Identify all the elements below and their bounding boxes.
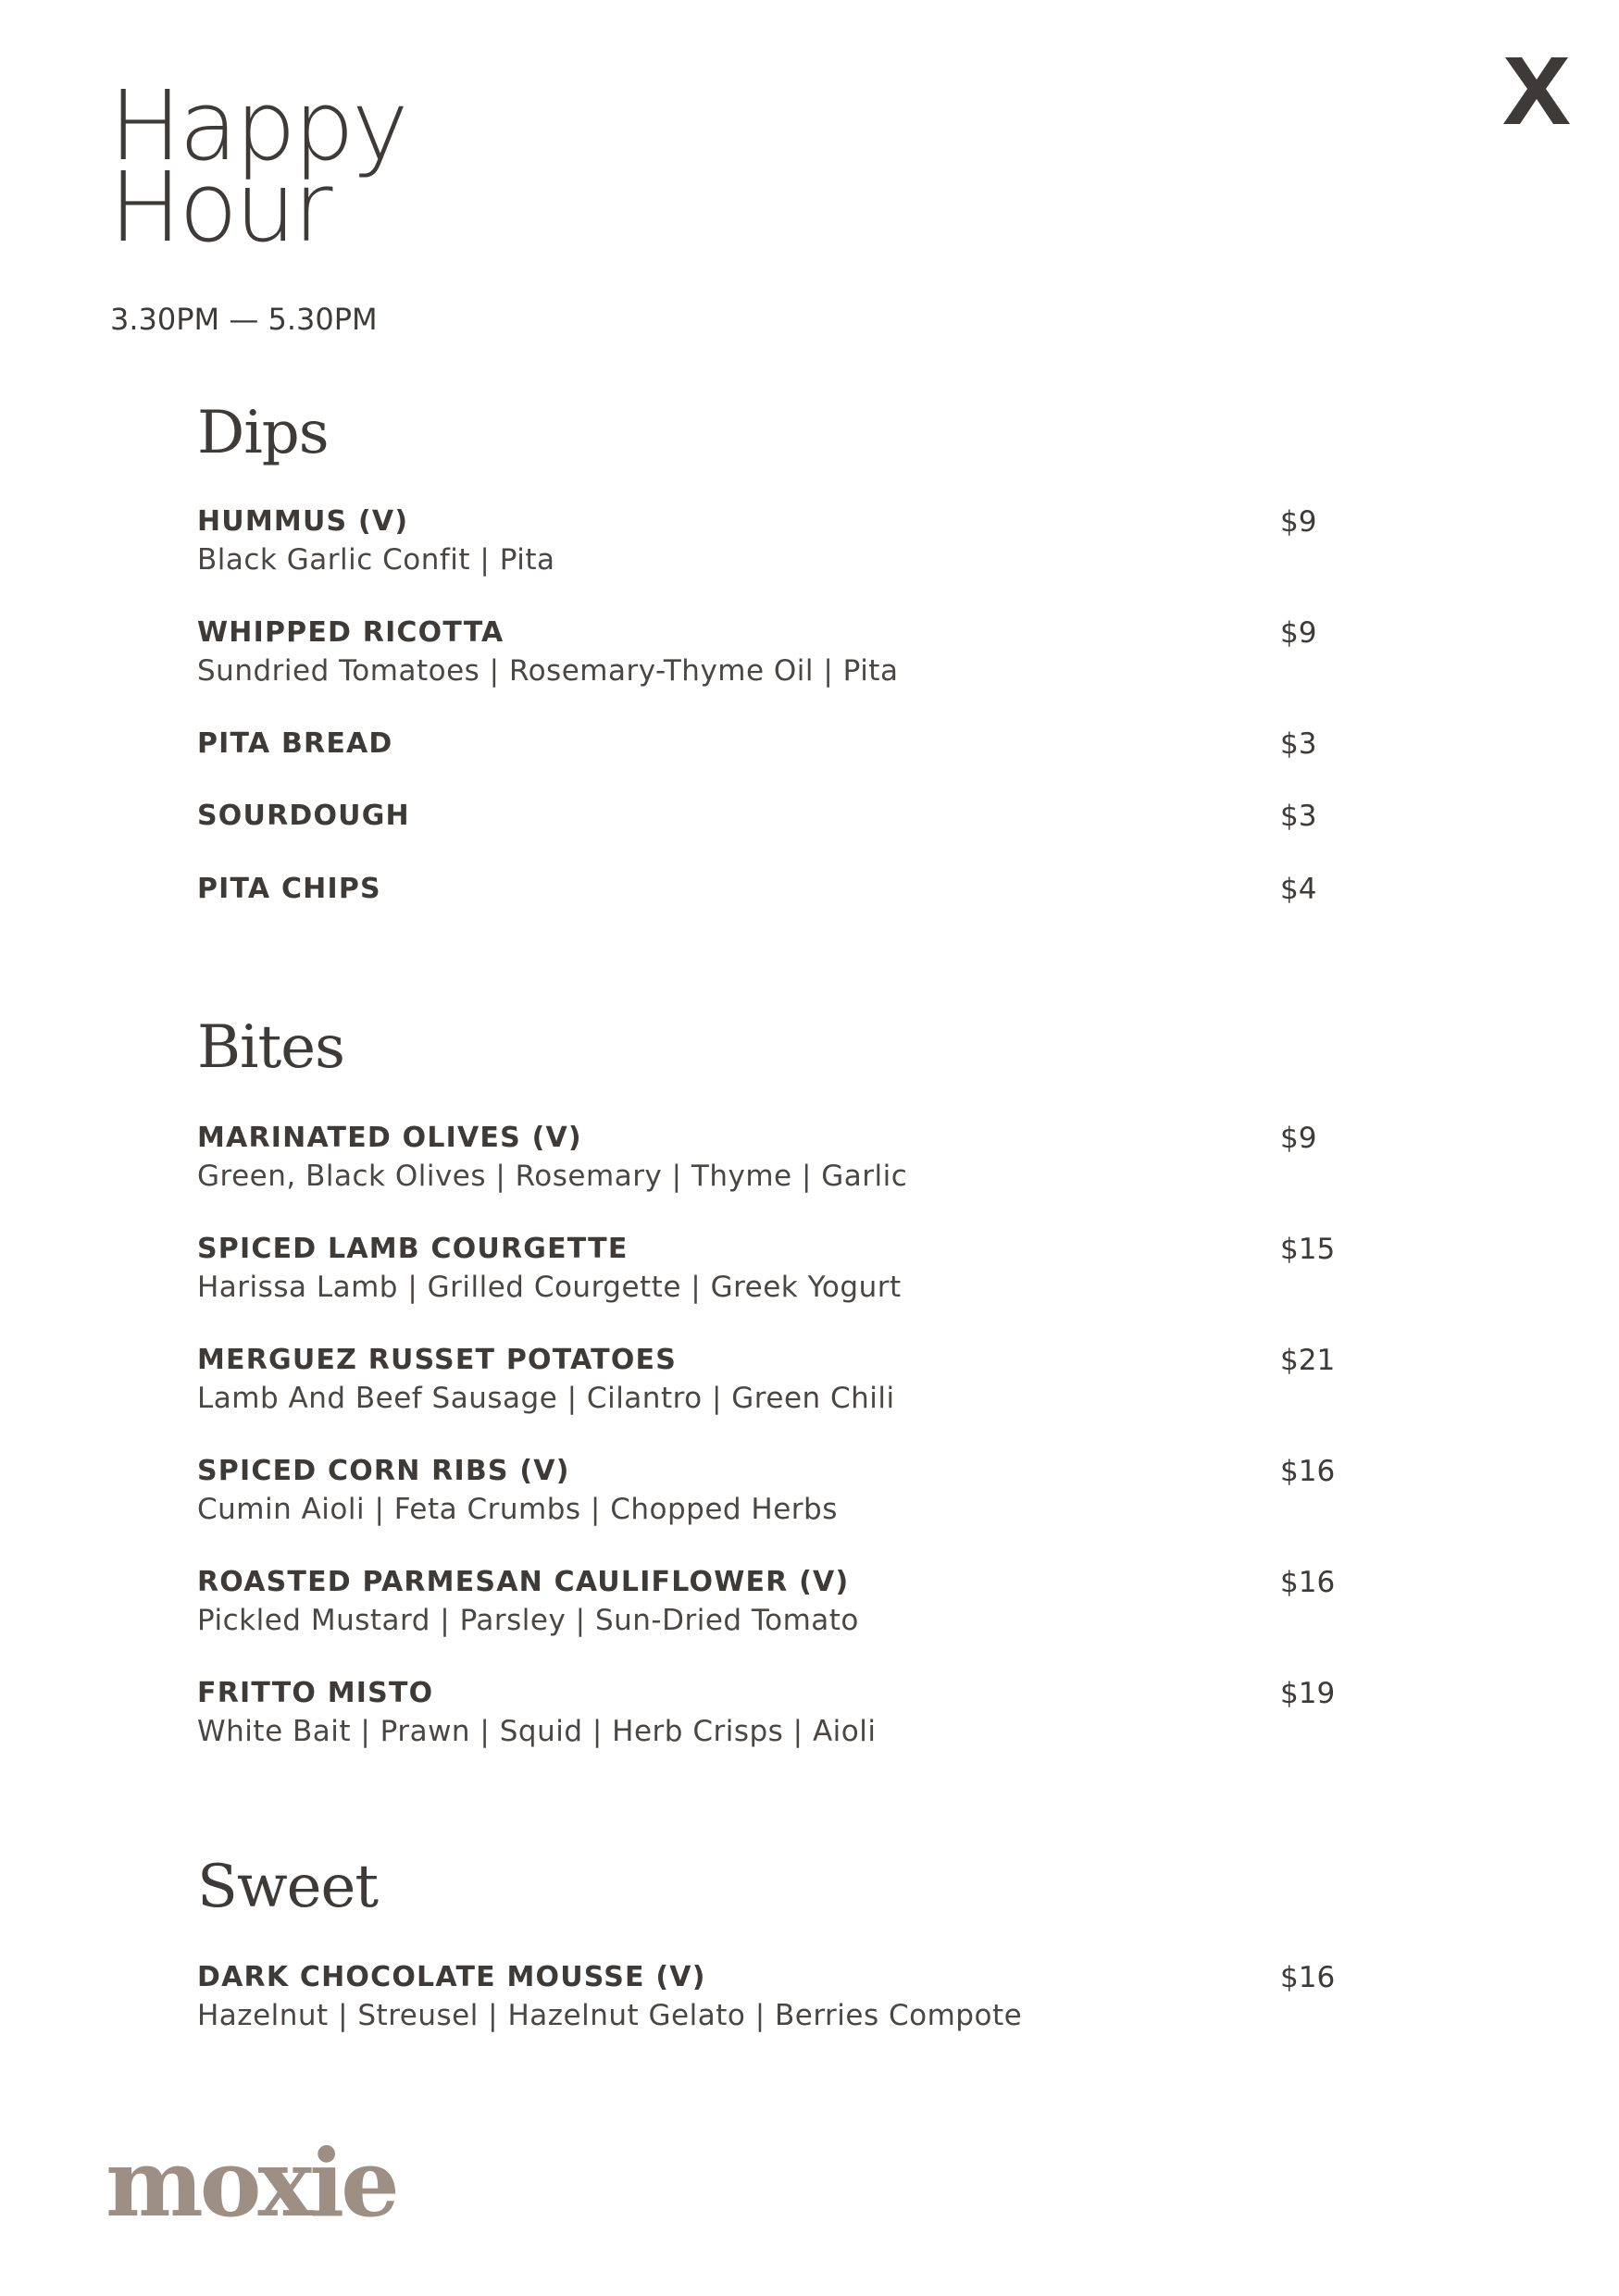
item-name: MARINATED OLIVES (V) (197, 1122, 582, 1154)
item-name: HUMMUS (V) (197, 505, 409, 538)
menu-item (197, 1231, 1336, 1307)
menu-title (109, 69, 406, 264)
item-price: $4 (1280, 873, 1317, 906)
section-dips (197, 398, 1401, 906)
menu-item (197, 726, 1336, 763)
item-name: ROASTED PARMESAN CAULIFLOWER (V) (197, 1566, 850, 1598)
happy-hour-times: 3.30PM — 5.30PM (110, 302, 378, 337)
item-name: PITA BREAD (197, 727, 393, 760)
item-name: SOURDOUGH (197, 800, 410, 832)
item-description: Hazelnut | Streusel | Hazelnut Gelato | Berries Compote (197, 1999, 1023, 2032)
moxie-logo (106, 2125, 420, 2227)
item-description: Sundried Tomatoes | Rosemary-Thyme Oil | Pita (197, 654, 899, 688)
menu-title-line1: Happy (109, 69, 406, 182)
item-description: Harissa Lamb | Grilled Courgette | Greek Yogurt (197, 1271, 902, 1304)
menu-item (197, 798, 1336, 835)
section-bites (197, 1012, 1401, 1748)
item-name: WHIPPED RICOTTA (197, 616, 504, 649)
section-title-bites: Bites (197, 1013, 344, 1082)
item-name: SPICED CORN RIBS (V) (197, 1455, 570, 1487)
menu-item (197, 1342, 1336, 1418)
item-name: MERGUEZ RUSSET POTATOES (197, 1344, 678, 1376)
x-mark-icon (1500, 46, 1574, 130)
section-title-sweet: Sweet (197, 1853, 379, 1921)
menu-item (197, 1453, 1336, 1529)
item-description: Cumin Aioli | Feta Crumbs | Chopped Herbs (197, 1493, 838, 1526)
menu-title-line2: Hour (109, 151, 330, 264)
item-price: $9 (1280, 505, 1317, 539)
item-price: $16 (1280, 1566, 1336, 1599)
menu-item (197, 1959, 1336, 2035)
menu-item (197, 1120, 1336, 1196)
menu-item (197, 614, 1336, 690)
menu-item (197, 1564, 1336, 1640)
item-description: Lamb And Beef Sausage | Cilantro | Green Chili (197, 1382, 895, 1415)
item-price: $3 (1280, 727, 1317, 761)
item-price: $19 (1280, 1677, 1336, 1710)
item-price: $3 (1280, 800, 1317, 833)
item-price: $9 (1280, 1122, 1317, 1155)
item-description: Black Garlic Confit | Pita (197, 543, 555, 577)
item-price: $16 (1280, 1961, 1336, 1994)
section-title-dips: Dips (197, 399, 329, 467)
item-description: White Bait | Prawn | Squid | Herb Crisps | Aioli (197, 1715, 877, 1748)
item-name: DARK CHOCOLATE MOUSSE (V) (197, 1961, 706, 1993)
item-price: $16 (1280, 1455, 1336, 1488)
menu-item (197, 503, 1336, 579)
item-description: Green, Black Olives | Rosemary | Thyme | Garlic (197, 1160, 908, 1193)
item-price: $21 (1280, 1344, 1336, 1377)
item-price: $9 (1280, 616, 1317, 650)
item-price: $15 (1280, 1233, 1336, 1266)
item-name: SPICED LAMB COURGETTE (197, 1233, 629, 1265)
item-description: Pickled Mustard | Parsley | Sun-Dried Tomato (197, 1604, 859, 1637)
menu-item (197, 871, 1336, 908)
item-name: FRITTO MISTO (197, 1677, 434, 1709)
menu-item (197, 1675, 1336, 1751)
item-name: PITA CHIPS (197, 873, 381, 905)
section-sweet (197, 1852, 1401, 2032)
moxie-logo-text: moxie (106, 2128, 396, 2227)
